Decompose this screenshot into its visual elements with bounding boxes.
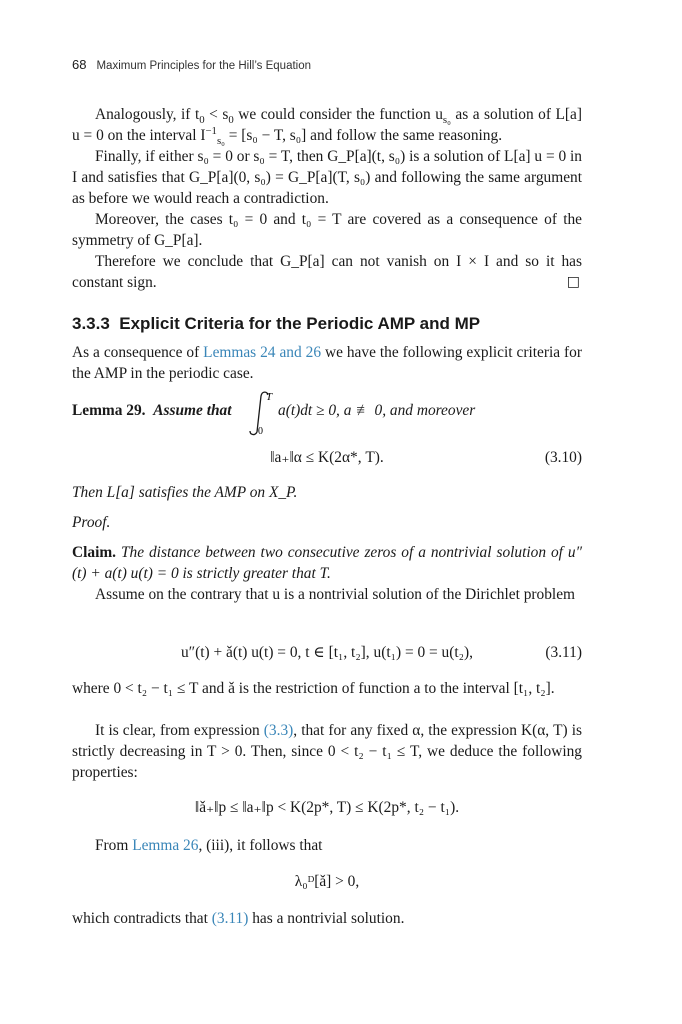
equation-3-10 — [72, 447, 582, 469]
paragraph-where: where 0 < t₂ − t₁ ≤ T and ǎ is the restriction of function a to the interval [t₁, t₂]. — [72, 680, 555, 697]
claim-paragraph — [72, 542, 582, 584]
paragraph-from-lemma: From Lemma 26, (iii), it follows that — [95, 837, 323, 854]
claim-text: The distance between two consecutive zeros of a nontrivial solution of u″(t) + a(t) u(t) = 0 is strictly greater that T. — [72, 544, 582, 582]
lemma-statement — [72, 388, 582, 438]
running-title: Maximum Principles for the Hill’s Equation — [96, 60, 312, 72]
section-heading — [72, 314, 480, 334]
inequality-body: ‖ǎ₊‖p ≤ ‖a₊‖p < K(2p*, T) ≤ K(2p*, t₂ − t₁). — [194, 799, 460, 816]
lemma-heading: Lemma 29. Assume that — [72, 402, 232, 419]
paragraph-contradiction: which contradicts that (3.11) has a nontrivial solution. — [72, 910, 405, 927]
integral-symbol — [244, 390, 274, 436]
paragraph-analogously: Analogously, if $t_0 < s_0$ we could consider the function $u_{s_0}$ as a solution of L[a] u = 0 on the interval $I^{-1}_{s_0} = [s_0 - T$, s₀] and follow the same reasoning. — [72, 106, 582, 148]
paragraph-therefore: Therefore we conclude that G_P[a] can not vanish on I × I and so it has constant sign. — [72, 253, 582, 291]
equation-number: (3.10) — [544, 449, 582, 466]
equation-link-3-3[interactable]: (3.3) — [263, 722, 294, 739]
qed-symbol: □ — [566, 274, 580, 290]
lemma-26-link[interactable]: Lemma 26 — [132, 837, 199, 854]
integral-sign-icon — [244, 390, 274, 436]
lemma-conclusion: Then L[a] satisfies the AMP on X_P. — [72, 484, 298, 501]
paragraph-assume: Assume on the contrary that u is a nontrivial solution of the Dirichlet problem — [95, 586, 576, 603]
claim-label: Claim. — [72, 544, 117, 561]
paragraph-finally: Finally, if either s₀ = 0 or s₀ = T, then G_P[a](t, s₀) is a solution of L[a] u = 0 in I and satisfies that G_P[a](0, s₀) = G_P[a](T, s₀) and following the same argument as before we would reach a contradiction. — [72, 148, 582, 207]
equation-body: u″(t) + ǎ(t) u(t) = 0, t ∈ [t₁, t₂], u(t₁) = 0 = u(t₂), — [181, 644, 473, 661]
running-header — [72, 56, 311, 74]
eigenvalue-body: λ₀ᴰ[ǎ] > 0, — [294, 873, 360, 890]
equation-number: (3.11) — [545, 644, 582, 661]
paragraph-moreover: Moreover, the cases t₀ = 0 and t₀ = T are covered as a consequence of the symmetry of G_P[a]. — [72, 211, 582, 249]
lemmas-link[interactable]: Lemmas 24 and 26 — [203, 344, 322, 361]
proof-label: Proof. — [72, 514, 111, 531]
lemma-integrand: a(t)dt ≥ 0, a ≢ 0, and moreover — [278, 402, 476, 419]
equation-body: ‖a₊‖α ≤ K(2α*, T). — [270, 449, 384, 466]
lemma-lead: Assume that — [153, 402, 232, 419]
qed-line — [72, 272, 582, 293]
inequality-chain — [72, 797, 582, 819]
eigenvalue-inequality — [72, 871, 582, 893]
equation-3-11 — [72, 642, 582, 664]
section-title: Explicit Criteria for the Periodic AMP and MP — [119, 314, 481, 333]
integral-upper-limit: T — [266, 391, 273, 403]
integral-lower-limit: 0 — [258, 426, 263, 436]
paragraph-it-is-clear: It is clear, from expression (3.3), that for any fixed α, the expression K(α, T) is strictly decreasing in T > 0. Then, since 0 < t₂ − t₁ ≤ T, we deduce the following properties: — [72, 722, 582, 781]
page-number: 68 — [72, 57, 87, 72]
equation-link-3-11[interactable]: (3.11) — [211, 910, 249, 927]
intro-paragraph: As a consequence of Lemmas 24 and 26 we have the following explicit criteria for the AMP in the periodic case. — [72, 344, 582, 382]
section-number: 3.3.3 — [72, 314, 110, 333]
